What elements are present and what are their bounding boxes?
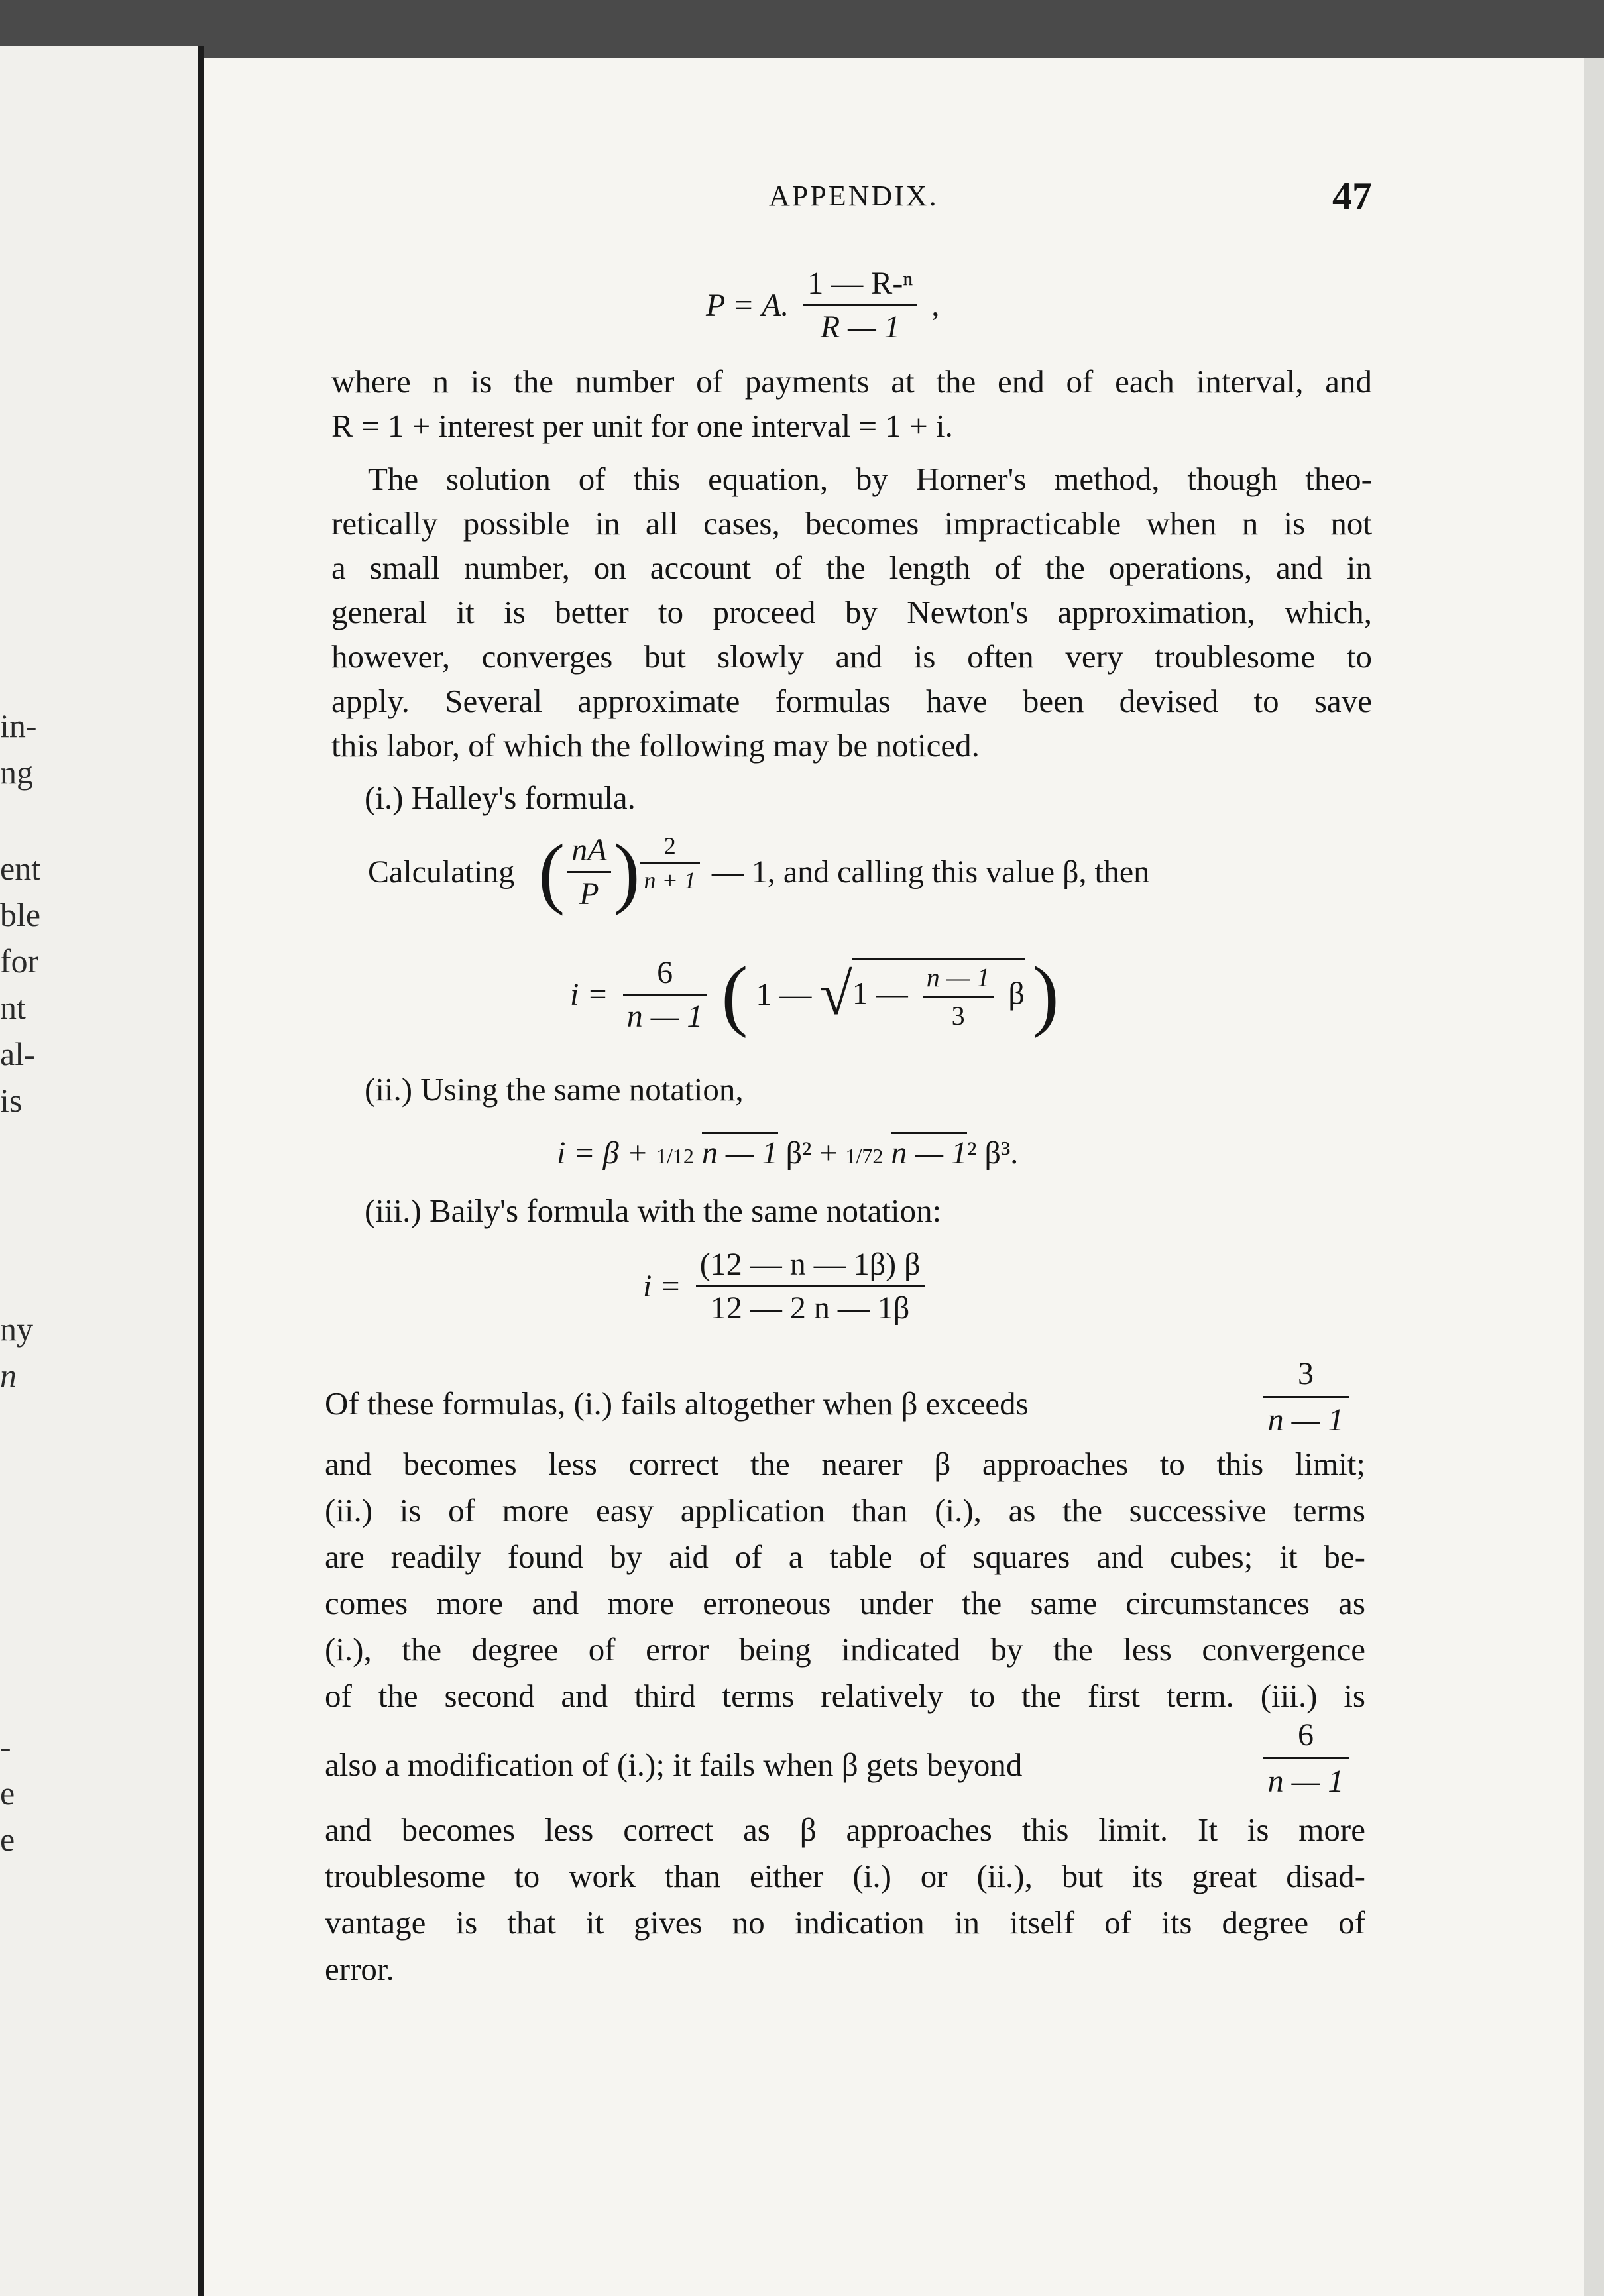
left-fragment: n <box>0 1357 17 1394</box>
limit-1-denominator: n — 1 <box>1267 1403 1344 1438</box>
left-fragment: e <box>0 1821 15 1858</box>
text-line: The solution of this equation, by Horner's method, though theo- <box>368 461 1372 497</box>
running-header: APPENDIX. <box>769 180 939 212</box>
calc-fraction <box>567 832 610 912</box>
paren-right: ) <box>613 827 640 916</box>
limit-fraction-2 <box>1263 1717 1349 1800</box>
text-line: troublesome to work than either (i.) or (ii.), but its great disad- <box>325 1858 1365 1894</box>
left-fragment: is <box>0 1082 23 1119</box>
left-fragment: ng <box>0 754 33 791</box>
text-line: a small number, on account of the length of the operations, and in <box>331 549 1372 586</box>
left-fragment: al- <box>0 1035 35 1072</box>
eq-lhs: P = A. <box>706 288 789 323</box>
radicand-fraction <box>923 962 994 1031</box>
term-1: n — 1 <box>702 1132 778 1171</box>
halley-calc-line <box>368 827 1150 916</box>
left-fragment: for <box>0 943 39 980</box>
formula-label-iii: (iii.) Baily's formula with the same notation: <box>365 1192 942 1229</box>
text-line: however, converges but slowly and is often very troublesome to <box>331 638 1372 675</box>
left-fragment: ble <box>0 896 41 933</box>
formula-label-i: (i.) Halley's formula. <box>365 779 636 816</box>
baily-lhs: i = <box>643 1269 681 1304</box>
page-edge <box>1584 58 1604 2296</box>
text-line: error. <box>325 1951 394 1987</box>
halley-denominator: n — 1 <box>626 999 703 1034</box>
formula-label-ii: (ii.) Using the same notation, <box>365 1071 744 1108</box>
page-number: 47 <box>1332 174 1372 218</box>
baily-numerator: (12 — n — 1β) β <box>696 1246 925 1287</box>
left-fragment: e <box>0 1774 15 1811</box>
calc-denominator: P <box>579 876 599 911</box>
limit-fraction-1 <box>1263 1355 1349 1438</box>
text-line: and becomes less correct as β approaches this limit. It is more <box>325 1811 1365 1848</box>
radicand-start: 1 — <box>852 976 908 1011</box>
inner-start: 1 — <box>756 977 812 1012</box>
calc-word: Calculating <box>368 854 515 890</box>
equation-annuity <box>706 265 939 345</box>
formula-ii-lhs: i = β + <box>557 1135 657 1171</box>
radicand-denominator: 3 <box>951 1000 965 1031</box>
text-line: (ii.) is of more easy application than (i.), as the successive terms <box>325 1492 1365 1528</box>
left-fragment: ent <box>0 850 41 887</box>
text-line: (i.), the degree of error being indicated by the less convergence <box>325 1631 1365 1668</box>
halley-formula <box>570 950 1059 1039</box>
exponent-fraction <box>640 832 700 894</box>
baily-formula <box>643 1246 931 1326</box>
text-line: general it is better to proceed by Newton's approximation, which, <box>331 594 1372 630</box>
text-line: retically possible in all cases, becomes impracticable when n is not <box>331 505 1372 542</box>
exponent-denominator: n + 1 <box>644 867 696 893</box>
left-fragment: nt <box>0 989 26 1026</box>
paren-right: ) <box>1032 950 1059 1039</box>
paren-left: ( <box>721 950 748 1039</box>
text-line: apply. Several approximate formulas have been devised to save <box>331 683 1372 719</box>
eq-denominator: R — 1 <box>820 310 900 345</box>
radicand-end: β <box>1008 976 1025 1011</box>
paren-left: ( <box>538 827 565 916</box>
term-2: n — 1 <box>891 1132 967 1171</box>
text-line: this labor, of which the following may be noticed. <box>331 727 980 764</box>
eq-tail: , <box>931 288 940 323</box>
text-line: Of these formulas, (i.) fails altogether when β exceeds <box>325 1385 1029 1422</box>
book-spine <box>198 46 204 2296</box>
coeff-1: 1/12 <box>656 1144 694 1168</box>
left-fragment: in- <box>0 707 37 744</box>
baily-fraction <box>696 1246 925 1326</box>
eq-fraction <box>803 265 917 345</box>
term-2-tail: ² β³. <box>967 1135 1019 1171</box>
sqrt-radicand <box>852 958 1025 1031</box>
text-line: are readily found by aid of a table of squares and cubes; it be- <box>325 1538 1365 1575</box>
limit-1-numerator: 3 <box>1263 1355 1349 1398</box>
left-fragment: - <box>0 1728 11 1765</box>
text-line: where n is the number of payments at the end of each interval, and <box>331 363 1372 400</box>
baily-denominator: 12 — 2 n — 1β <box>710 1291 910 1326</box>
limit-2-denominator: n — 1 <box>1267 1764 1344 1799</box>
calc-numerator: nA <box>567 832 610 873</box>
left-page-edge <box>0 46 199 2296</box>
text-line: also a modification of (i.); it fails when β gets beyond <box>325 1747 1023 1783</box>
left-fragment: ny <box>0 1310 33 1348</box>
text-line: R = 1 + interest per unit for one interval = 1 + i. <box>331 408 953 444</box>
limit-2-numerator: 6 <box>1263 1717 1349 1759</box>
halley-numerator: 6 <box>623 954 707 996</box>
text-line: of the second and third terms relatively to the first term. (iii.) is <box>325 1678 1365 1714</box>
radicand-numerator: n — 1 <box>923 962 994 998</box>
coeff-2: 1/72 <box>845 1144 884 1168</box>
text-line: and becomes less correct the nearer β approaches to this limit; <box>325 1446 1365 1482</box>
halley-lhs: i = <box>570 977 608 1012</box>
text-line: comes more and more erroneous under the same circumstances as <box>325 1585 1365 1621</box>
text-line: vantage is that it gives no indication in itself of its degree of <box>325 1904 1365 1941</box>
eq-numerator: 1 — R-ⁿ <box>803 265 917 306</box>
calc-tail: — 1, and calling this value β, then <box>711 854 1150 890</box>
sqrt-sign: √ <box>819 962 852 1027</box>
halley-fraction <box>623 954 707 1035</box>
term-1-tail: β² + <box>777 1135 846 1171</box>
formula-ii-equation <box>557 1135 1018 1171</box>
exponent-numerator: 2 <box>640 832 700 864</box>
